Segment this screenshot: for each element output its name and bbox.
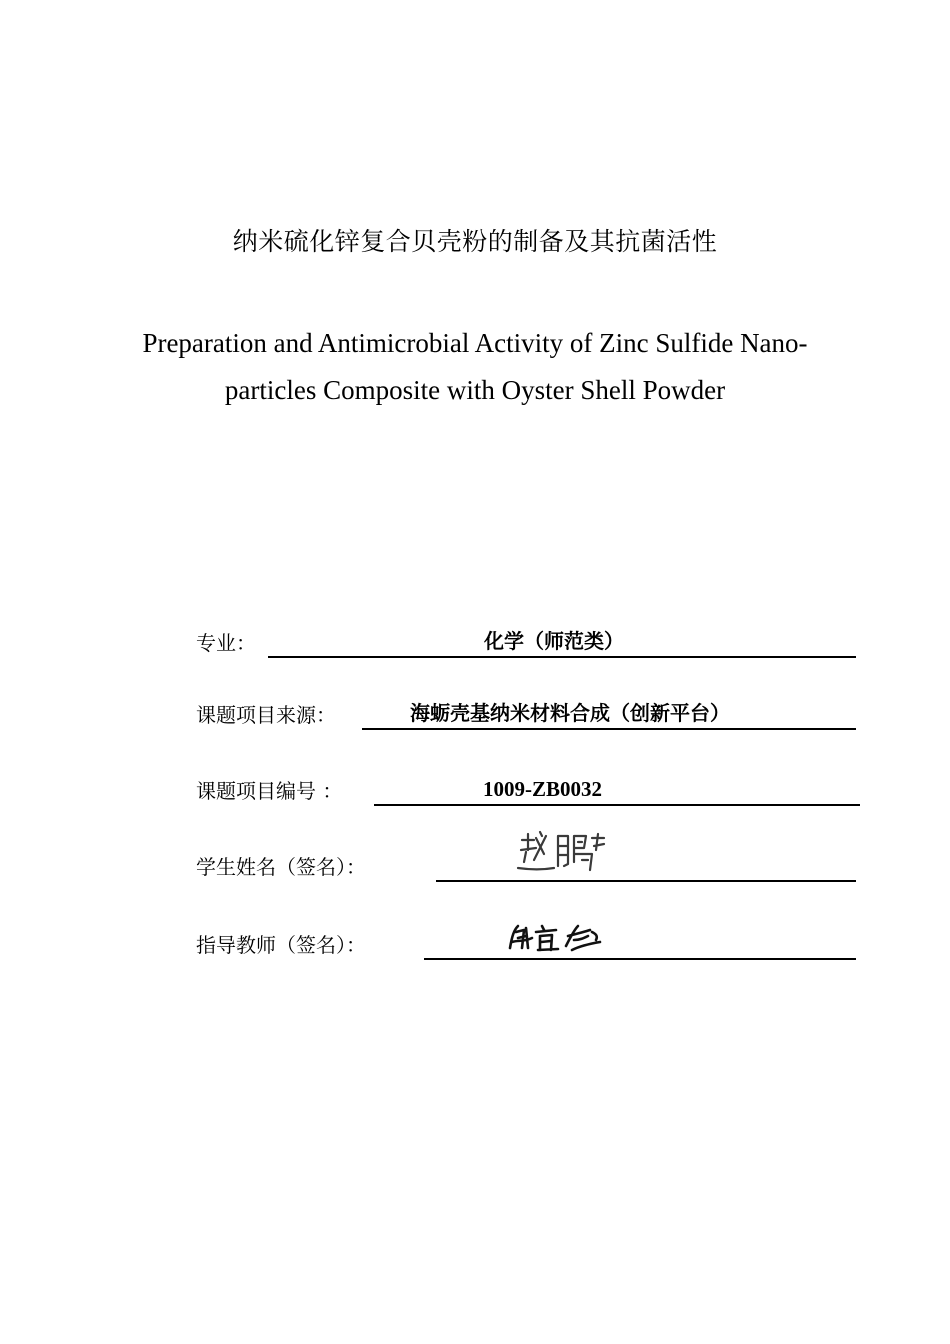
major-label: 专业： xyxy=(196,631,256,655)
number-underline xyxy=(374,804,860,806)
major-value: 化学（师范类） xyxy=(484,629,624,653)
source-label: 课题项目来源： xyxy=(196,703,336,727)
major-underline xyxy=(268,656,856,658)
student-signature xyxy=(512,826,608,876)
student-label: 学生姓名（签名）： xyxy=(196,855,366,879)
source-field xyxy=(196,690,856,730)
advisor-underline xyxy=(424,958,856,960)
student-underline xyxy=(436,880,856,882)
english-title xyxy=(0,320,950,414)
major-field xyxy=(196,618,856,658)
chinese-title: 纳米硫化锌复合贝壳粉的制备及其抗菌活性 xyxy=(232,227,718,256)
english-title-line-1: Preparation and Antimicrobial Activity of Zinc Sulfide Nano- xyxy=(142,328,808,358)
number-field xyxy=(196,766,860,806)
number-label: 课题项目编号 ： xyxy=(196,779,343,803)
source-underline xyxy=(362,728,856,730)
advisor-signature xyxy=(504,918,604,958)
number-value: 1009-ZB0032 xyxy=(483,777,603,801)
advisor-label: 指导教师（签名）： xyxy=(196,933,366,957)
source-value: 海蛎壳基纳米材料合成（创新平台） xyxy=(410,701,730,725)
english-title-line-2: particles Composite with Oyster Shell Powder xyxy=(224,375,726,405)
